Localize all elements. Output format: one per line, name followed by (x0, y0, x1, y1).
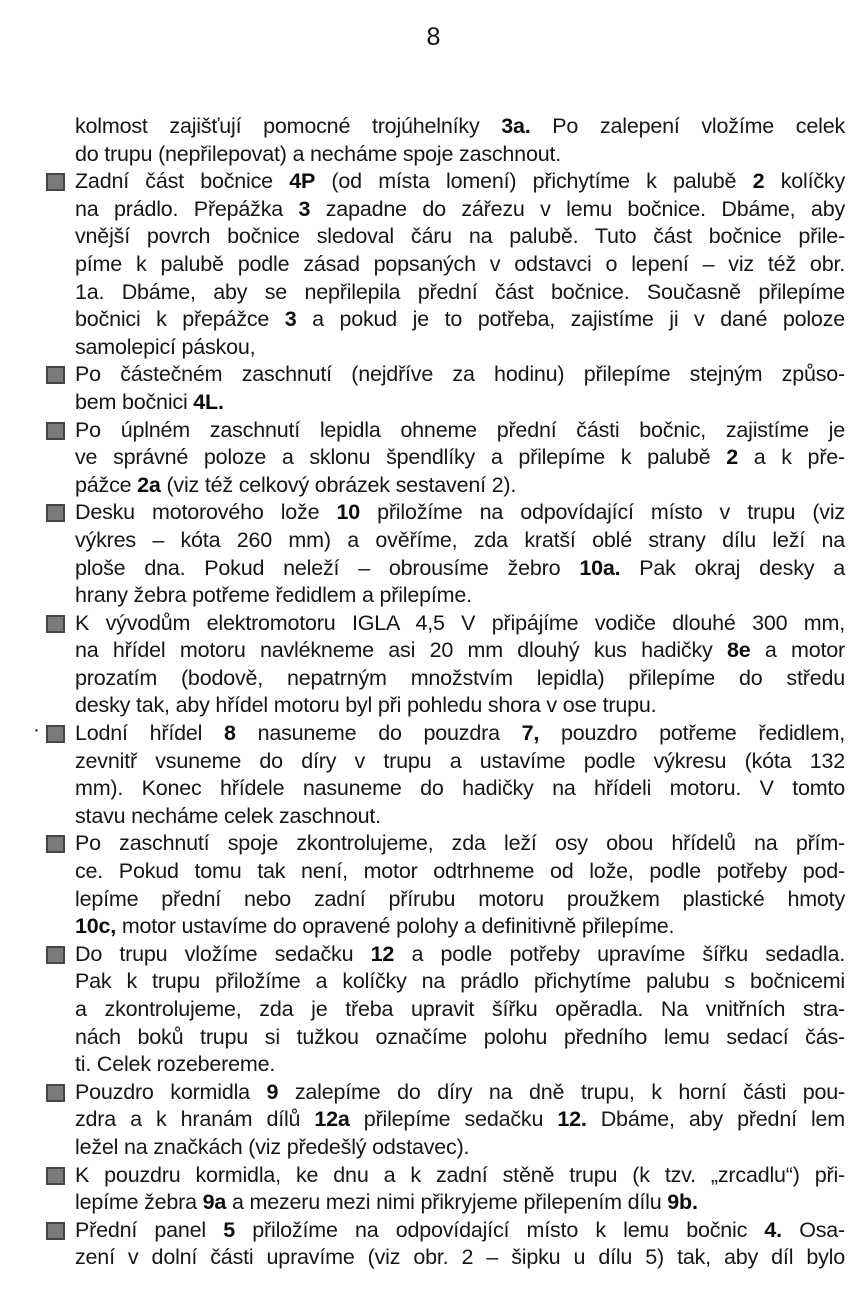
text-line (75, 113, 845, 141)
paragraph (75, 168, 845, 361)
paragraph (75, 1217, 845, 1272)
text-run: ploše dna. Pokud neleží – obrousíme žebro (75, 555, 580, 580)
text-line (75, 417, 845, 445)
text-run: lepíme přední nebo zadní přírubu motoru proužkem plastické hmoty (75, 886, 845, 911)
text-line (75, 692, 845, 720)
bullet-square-icon (46, 173, 65, 191)
text-run: na hřídel motoru navlékneme asi 20 mm dlouhý kus hadičky (75, 638, 727, 663)
text-run: bem bočnici (75, 389, 194, 414)
text-line (75, 1106, 845, 1134)
text-line (75, 1162, 845, 1190)
text-run: Pouzdro kormidla (75, 1079, 267, 1104)
text-run: a motor (750, 638, 845, 663)
text-run: Lodní hřídel (75, 721, 225, 746)
bullet-square-icon (46, 1167, 65, 1185)
text-run: K pouzdru kormidla, ke dnu a k zadní stěně trupu (k tzv. „zrcadlu“) při- (75, 1162, 845, 1187)
text-line (75, 913, 845, 941)
part-number-bold: 12 (370, 941, 395, 966)
text-run: lepíme žebra (75, 1190, 203, 1215)
text-line (75, 555, 845, 583)
text-line (75, 1079, 845, 1107)
text-run: Po částečném zaschnutí (nejdříve za hodinu) přilepíme stejným způso- (75, 362, 845, 387)
text-run: (od místa lomení) přichytíme k palubě (315, 169, 753, 194)
part-number-bold: 9b. (667, 1190, 698, 1215)
text-line (75, 886, 845, 914)
text-line (75, 1189, 845, 1217)
text-run: pouzdro potřeme ředidlem, (539, 721, 845, 746)
bullet-square-icon (46, 366, 65, 384)
text-run: Po zaschnutí spoje zkontrolujeme, zda leží osy obou hřídelů na přím- (75, 831, 845, 856)
text-run: zapadne do zářezu v lemu bočnice. Dbáme, aby (310, 196, 845, 221)
text-line (75, 582, 845, 610)
page-number: 8 (426, 23, 441, 51)
part-number-bold: 12a (314, 1107, 350, 1132)
text-line (75, 858, 845, 886)
text-line (75, 196, 845, 224)
paragraph (75, 830, 845, 940)
part-number-bold: 5 (223, 1217, 236, 1242)
text-run: ležel na značkách (viz předešlý odstavec). (75, 1134, 470, 1159)
text-line (75, 251, 845, 279)
bullet-square-icon (46, 835, 65, 853)
text-run: hrany žebra potřeme ředidlem a přilepíme. (75, 583, 472, 608)
text-run: samolepicí páskou, (75, 334, 256, 359)
part-number-bold: 7, (521, 721, 540, 746)
text-run: a podle potřeby upravíme šířku sedadla. (394, 941, 845, 966)
bullet-square-icon (46, 504, 65, 522)
text-run: Desku motorového lože (75, 500, 337, 525)
text-run: ve správné poloze a sklonu špendlíky a přilepíme k palubě (75, 445, 727, 470)
text-run: stavu necháme celek zaschnout. (75, 803, 381, 828)
text-run: zalepíme do díry na dně trupu, k horní části pou- (278, 1079, 845, 1104)
text-run: zení v dolní části upravíme (viz obr. 2 – šipku u dílu 5) tak, aby díl bylo (75, 1245, 845, 1270)
bullet-square-icon (46, 422, 65, 440)
part-number-bold: 10 (336, 500, 360, 525)
bullet-square-icon (46, 725, 65, 743)
text-run: na prádlo. Přepážka (75, 196, 299, 221)
text-run: a mezeru mezi nimi přikryjeme přilepením dílu (226, 1190, 668, 1215)
text-line (75, 444, 845, 472)
text-run: přiložíme na odpovídající místo k lemu bočnic (235, 1217, 765, 1242)
text-run: (viz též celkový obrázek sestavení 2). (160, 472, 517, 497)
text-line (75, 527, 845, 555)
text-run: kolíčky (764, 169, 845, 194)
part-number-bold: 4. (764, 1217, 782, 1242)
text-line (75, 168, 845, 196)
part-number-bold: 8e (726, 638, 751, 663)
part-number-bold: 8 (224, 721, 236, 746)
text-run: 1a. Dbáme, aby se nepřilepila přední část bočnice. Současně přilepíme (75, 279, 845, 304)
paragraph (75, 499, 845, 609)
part-number-bold: 10a. (579, 555, 621, 580)
text-run: bočnici k přepážce (75, 307, 285, 332)
text-run: a k pře- (737, 445, 845, 470)
text-run: ce. Pokud tomu tak není, motor odtrhneme od lože, podle potřeby pod- (75, 859, 845, 884)
text-line (75, 748, 845, 776)
text-run: mm). Konec hřídele nasuneme do hadičky na hřídeli motoru. V tomto (75, 776, 845, 801)
text-run: nasuneme do pouzdra (235, 721, 522, 746)
text-run: zevnitř vsuneme do díry v trupu a ustavíme podle výkresu (kóta 132 (75, 748, 845, 773)
paragraph (75, 113, 845, 168)
part-number-bold: 9 (266, 1079, 279, 1104)
text-line (75, 803, 845, 831)
paragraph (75, 1162, 845, 1217)
text-run: Po zalepení vložíme celek (530, 114, 845, 138)
paragraph (75, 1079, 845, 1162)
text-run: do trupu (nepřilepovat) a necháme spoje zaschnout. (75, 141, 562, 166)
text-run: a zkontrolujeme, zda je třeba upravit šířku opěradla. Na vnitřních stra- (75, 997, 845, 1021)
text-line (75, 610, 845, 638)
text-run: ti. Celek rozebereme. (75, 1052, 276, 1077)
bullet-square-icon (46, 615, 65, 633)
paragraph (75, 417, 845, 500)
text-run: píme k palubě podle zásad popsaných v odstavci o lepení – viz též obr. (75, 251, 845, 276)
text-line (75, 361, 845, 389)
part-number-bold: 3 (298, 196, 311, 221)
text-line (75, 334, 845, 362)
text-line (75, 1024, 845, 1052)
text-line (75, 830, 845, 858)
text-run: desky tak, aby hřídel motoru byl při pohledu shora v ose trupu. (75, 693, 657, 718)
text-line (75, 279, 845, 307)
part-number-bold: 12. (557, 1107, 587, 1132)
text-run: Do trupu vložíme sedačku (75, 941, 371, 966)
paragraph (75, 610, 845, 720)
text-line (75, 665, 845, 693)
text-line (75, 637, 845, 665)
part-number-bold: 10c, (75, 914, 117, 939)
part-number-bold: 3 (284, 307, 297, 332)
text-run: přiložíme na odpovídající místo v trupu (viz (359, 500, 845, 525)
text-line (75, 1134, 845, 1162)
text-run: kolmost zajišťují pomocné trojúhelníky (75, 114, 502, 138)
text-line (75, 472, 845, 500)
text-line (75, 775, 845, 803)
text-run: Přední panel (75, 1217, 224, 1242)
text-run: pážce (75, 472, 138, 497)
text-line (75, 1244, 845, 1272)
text-line (75, 223, 845, 251)
text-run: vnější povrch bočnice sledoval čáru na palubě. Tuto část bočnice přile- (75, 224, 845, 249)
text-line (75, 141, 845, 169)
text-line (75, 389, 845, 417)
part-number-bold: 2 (752, 169, 765, 194)
text-run: motor ustavíme do opravené polohy a definitivně přilepíme. (116, 914, 675, 939)
text-line (75, 306, 845, 334)
bullet-square-icon (46, 1222, 65, 1240)
paragraph (33, 718, 845, 830)
text-run: výkres – kóta 260 mm) a ověříme, zda kratší oblé strany dílu leží na (75, 527, 845, 552)
text-line (75, 499, 845, 527)
part-number-bold: 4L. (193, 389, 224, 414)
paragraph (75, 361, 845, 416)
text-run: K vývodům elektromotoru IGLA 4,5 V připájíme vodiče dlouhé 300 mm, (75, 610, 845, 635)
bullet-square-icon (46, 946, 65, 964)
text-run: Pak k trupu přiložíme a kolíčky na prádlo přichytíme palubu s bočnicemi (75, 969, 845, 994)
part-number-bold: 4P (289, 169, 316, 194)
text-run: přilepíme sedačku (349, 1107, 558, 1132)
bullet-square-icon (46, 1084, 65, 1102)
stray-dot-mark: · (33, 718, 40, 742)
text-run: zdra a k hranám dílů (75, 1107, 315, 1132)
text-run: Dbáme, aby přední lem (586, 1107, 845, 1132)
part-number-bold: 9a (202, 1190, 227, 1215)
text-run: nách boků trupu si tužkou označíme polohu předního lemu sedací čás- (75, 1024, 845, 1049)
text-line (75, 941, 845, 969)
text-run: Osa- (781, 1217, 845, 1242)
text-run: Pak okraj desky a (620, 555, 845, 580)
text-line (75, 968, 845, 996)
part-number-bold: 2 (726, 445, 738, 470)
text-line (75, 1051, 845, 1079)
part-number-bold: 3a. (501, 114, 531, 138)
text-block (33, 113, 845, 1272)
paragraph (75, 941, 845, 1079)
text-run: Po úplném zaschnutí lepidla ohneme přední části bočnic, zajistíme je (75, 417, 845, 442)
text-line (75, 1217, 845, 1245)
text-run: a pokud je to potřeba, zajistíme ji v dané poloze (296, 307, 845, 332)
text-run: Zadní část bočnice (75, 169, 290, 194)
text-line (75, 996, 845, 1024)
text-run: prozatím (bodově, nepatrným množstvím lepidla) přilepíme do středu (75, 665, 845, 690)
text-line (75, 720, 845, 748)
part-number-bold: 2a (137, 472, 161, 497)
